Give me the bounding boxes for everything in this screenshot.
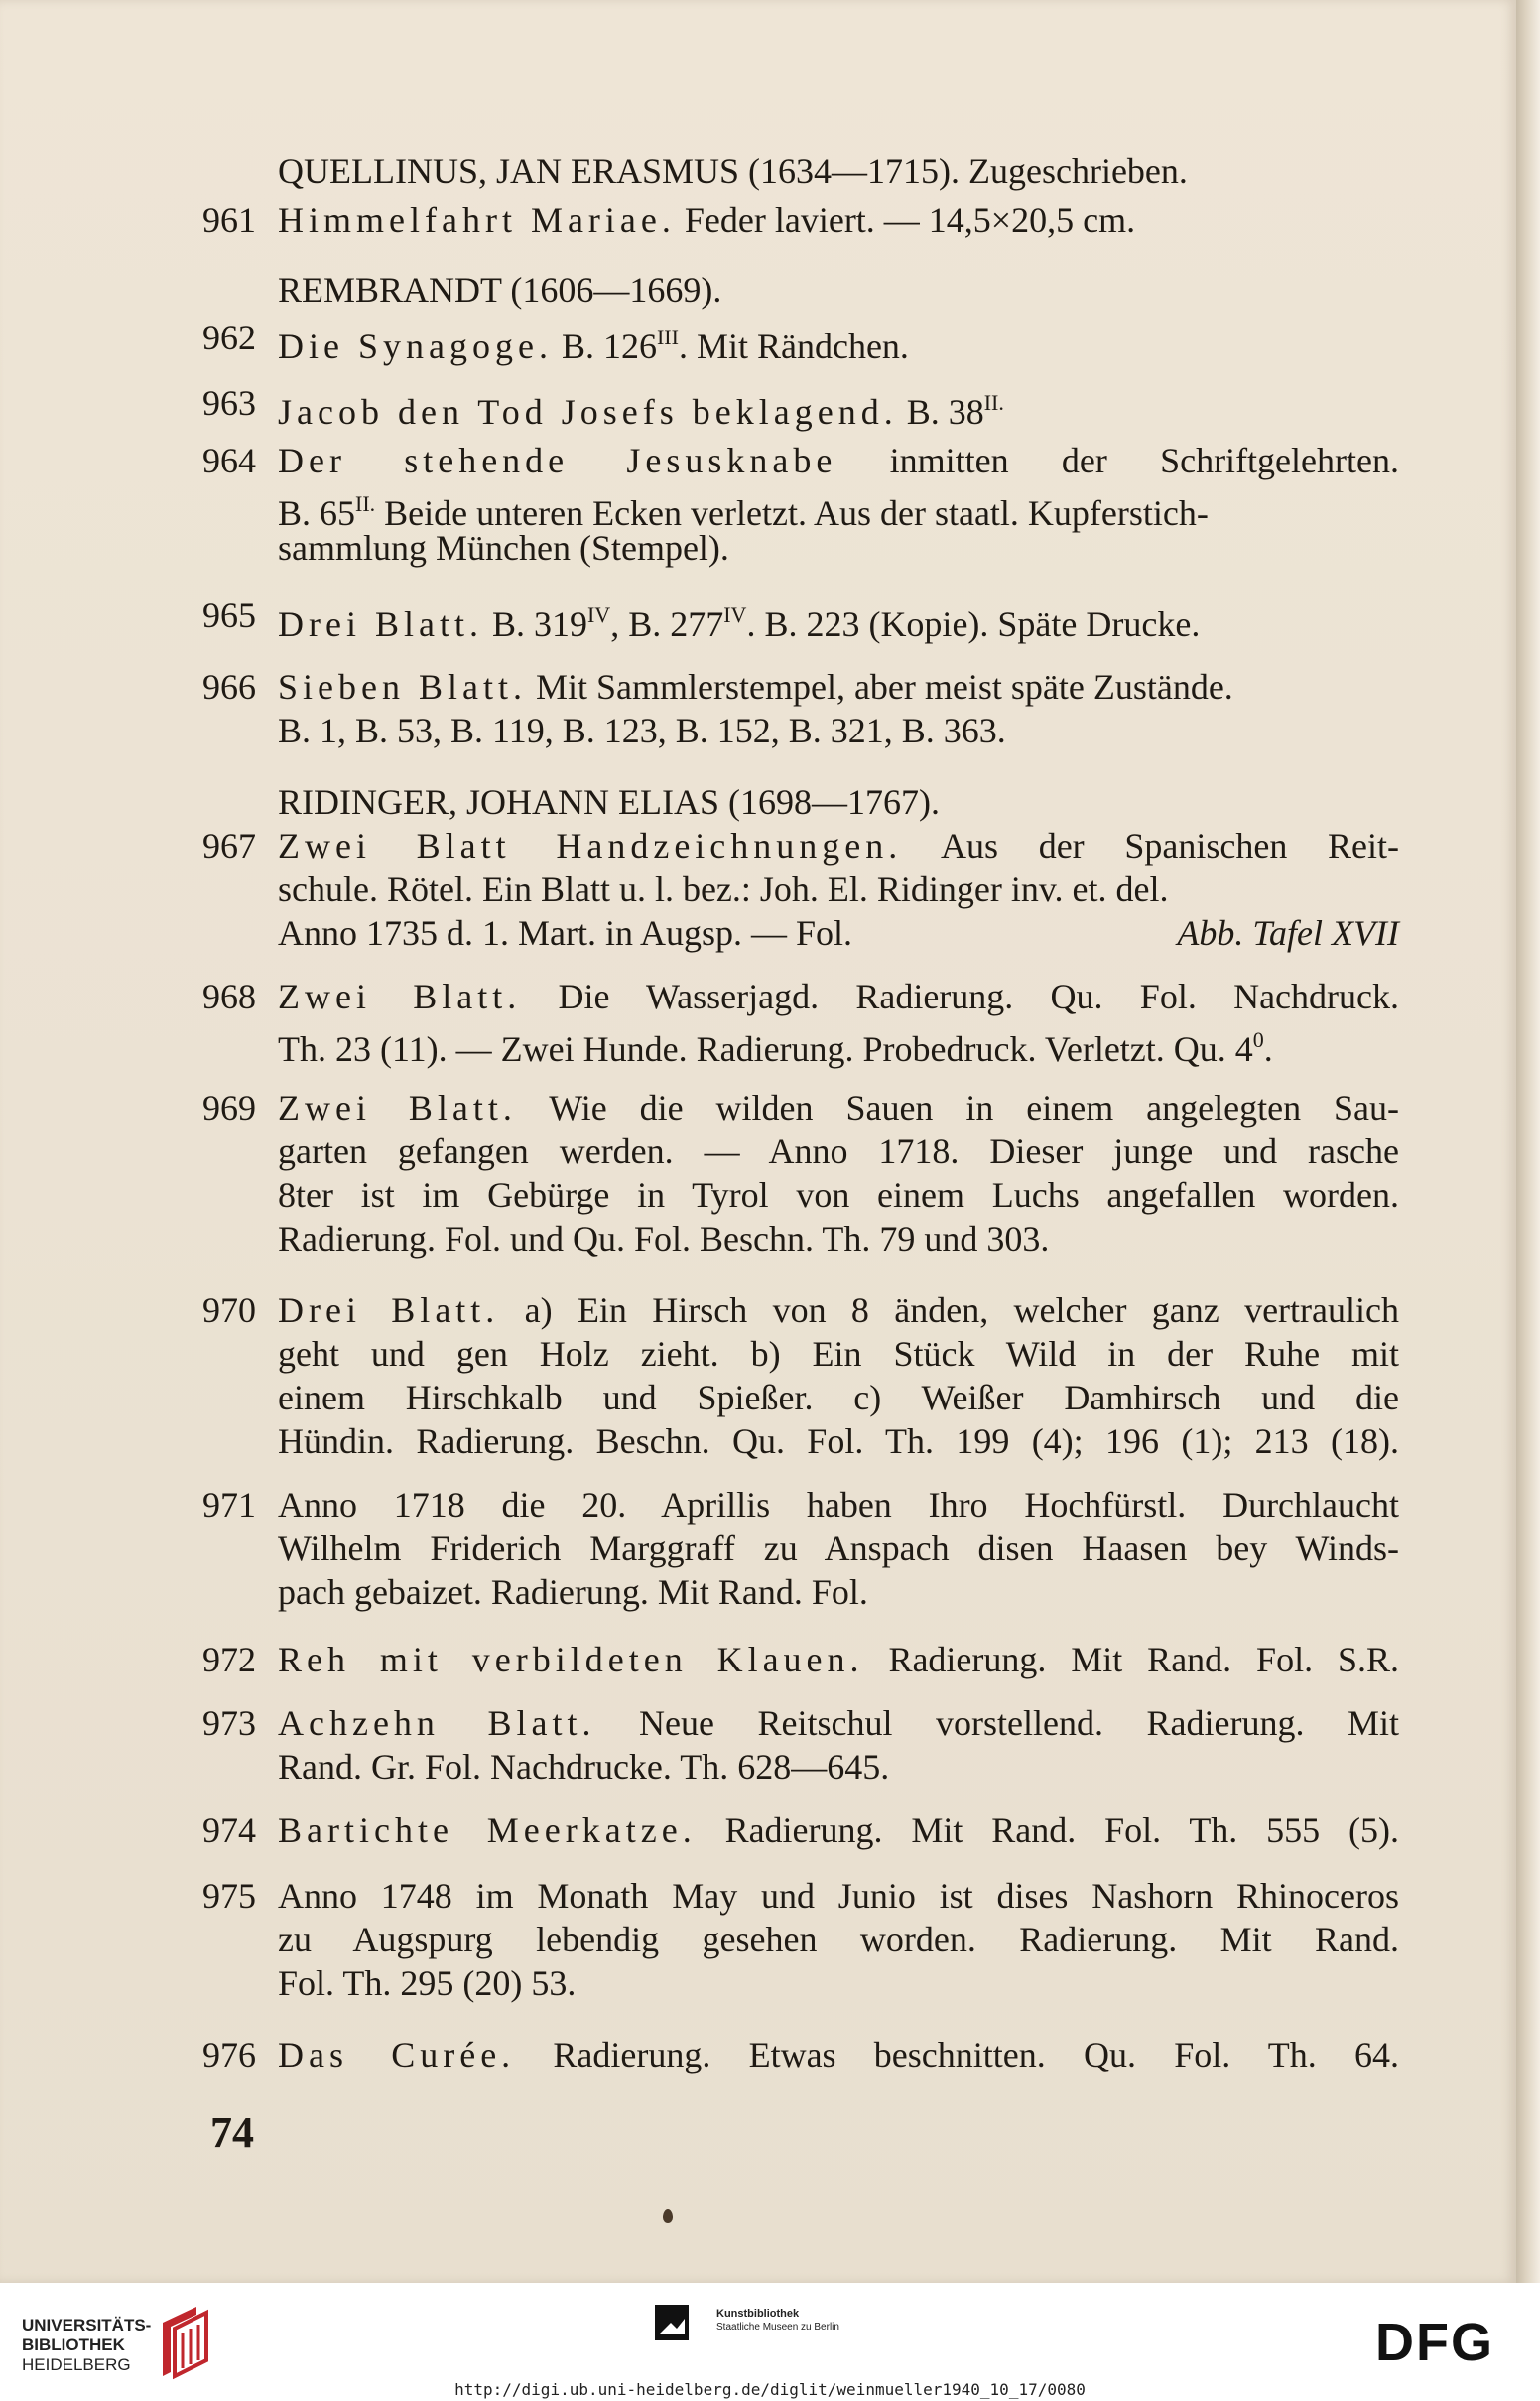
kb-line-2: Staatliche Museen zu Berlin	[716, 2322, 839, 2333]
lot-969-line-4: Radierung. Fol. und Qu. Fol. Beschn. Th. 79 und 303.	[278, 1219, 1050, 1259]
lot-974	[278, 1808, 1399, 1852]
lot-970-line-3: einem Hirschkalb und Spießer. c) Weißer Damhirsch und die	[278, 1378, 1399, 1417]
lot-968-line-1	[278, 975, 1399, 1018]
lot-966-line-1	[278, 665, 1399, 709]
lot-number-967: 967	[202, 826, 256, 866]
lot-965-sup-1: IV	[586, 602, 611, 627]
page-edge	[1516, 0, 1540, 2283]
lot-961-title: Himmelfahrt Mariae.	[278, 200, 676, 240]
lot-965	[278, 594, 1399, 646]
lot-962-text-b: . Mit Rändchen.	[678, 327, 909, 366]
lot-962-title: Die Synagoge.	[278, 327, 553, 366]
lot-973-line-2: Rand. Gr. Fol. Nachdrucke. Th. 628—645.	[278, 1747, 890, 1787]
lot-973-text-1: Neue Reitschul vorstellend. Radierung. Mit	[639, 1703, 1399, 1743]
lot-968-text-2b: .	[1263, 1029, 1273, 1069]
lot-number-961: 961	[202, 200, 256, 240]
lot-965-title: Drei Blatt.	[278, 604, 483, 644]
artist-heading-quellinus: QUELLINUS, JAN ERASMUS (1634—1715). Zugeschrieben.	[278, 151, 1188, 191]
lot-number-962: 962	[202, 318, 256, 357]
lot-969-line-3: 8ter ist im Gebürge in Tyrol von einem Luchs angefallen worden.	[278, 1175, 1399, 1215]
lot-969-line-2: garten gefangen werden. — Anno 1718. Dieser junge und rasche	[278, 1132, 1399, 1171]
lot-962-text-a: B. 126	[561, 327, 657, 366]
lot-965-text-a: B. 319	[491, 604, 587, 644]
lot-967-line-1	[278, 824, 1399, 867]
lot-972-text: Radierung. Mit Rand. Fol. S.R.	[888, 1640, 1399, 1679]
uni-line-2: BIBLIOTHEK	[22, 2335, 125, 2354]
lot-966-text-1: Mit Sammlerstempel, aber meist späte Zustände.	[535, 667, 1233, 707]
lot-973-line-1	[278, 1701, 1399, 1745]
lot-967-plate-ref: Abb. Tafel XVII	[1177, 913, 1399, 953]
kunstbibliothek-logo-icon[interactable]	[655, 2305, 689, 2340]
lot-968-line-2	[278, 1018, 1399, 1071]
lot-number-970: 970	[202, 1290, 256, 1330]
lot-961-text: Feder laviert. — 14,5×20,5 cm.	[684, 200, 1136, 240]
lot-972	[278, 1638, 1399, 1681]
lot-964-title: Der stehende Jesusknabe	[278, 441, 837, 480]
permalink-url[interactable]: http://digi.ub.uni-heidelberg.de/diglit/weinmueller1940_10_17/0080	[454, 2380, 1086, 2399]
lot-number-972: 972	[202, 1640, 256, 1679]
lot-967-title: Zwei Blatt Handzeichnungen.	[278, 826, 903, 866]
artist-heading-ridinger: RIDINGER, JOHANN ELIAS (1698—1767).	[278, 782, 940, 822]
lot-968-title: Zwei Blatt.	[278, 977, 522, 1016]
lot-968-sup: 0	[1252, 1027, 1264, 1052]
lot-974-title: Bartichte Meerkatze.	[278, 1810, 697, 1850]
lot-969-line-1	[278, 1086, 1399, 1130]
lot-967-text-3: Anno 1735 d. 1. Mart. in Augsp. — Fol.	[278, 913, 853, 953]
lot-972-title: Reh mit verbildeten Klauen.	[278, 1640, 864, 1679]
lot-970-line-4: Hündin. Radierung. Beschn. Qu. Fol. Th. 199 (4); 196 (1); 213 (18).	[278, 1421, 1399, 1461]
lot-976-text: Radierung. Etwas beschnitten. Qu. Fol. Th. 64.	[553, 2035, 1400, 2074]
lot-number-963: 963	[202, 383, 256, 423]
lot-number-973: 973	[202, 1703, 256, 1743]
lot-964-text-1: inmitten der Schriftgelehrten.	[889, 441, 1399, 480]
lot-964-text-2a: B. 65	[278, 493, 356, 533]
lot-number-965: 965	[202, 596, 256, 635]
lot-964-line-3: sammlung München (Stempel).	[278, 528, 729, 568]
lot-number-975: 975	[202, 1876, 256, 1916]
lot-965-text-c: . B. 223 (Kopie). Späte Drucke.	[746, 604, 1201, 644]
lot-961	[278, 199, 1399, 242]
lot-971-line-1: Anno 1718 die 20. Aprillis haben Ihro Hochfürstl. Durchlaucht	[278, 1485, 1399, 1525]
lot-963-sup: II.	[983, 390, 1004, 415]
lot-963-title: Jacob den Tod Josefs beklagend.	[278, 392, 898, 432]
artist-heading-rembrandt: REMBRANDT (1606—1669).	[278, 270, 722, 310]
lot-966-line-2: B. 1, B. 53, B. 119, B. 123, B. 152, B. 321, B. 363.	[278, 711, 1006, 750]
lot-966-title: Sieben Blatt.	[278, 667, 527, 707]
lot-970-title: Drei Blatt.	[278, 1290, 500, 1330]
ink-dot	[663, 2209, 673, 2223]
lot-968-text-2: Th. 23 (11). — Zwei Hunde. Radierung. Probedruck. Verletzt. Qu. 4	[278, 1029, 1253, 1069]
lot-967-line-2: schule. Rötel. Ein Blatt u. l. bez.: Joh. El. Ridinger inv. et. del.	[278, 869, 1169, 909]
lot-number-971: 971	[202, 1485, 256, 1525]
lot-971-line-2: Wilhelm Friderich Marggraff zu Anspach disen Haasen bey Winds-	[278, 1529, 1399, 1568]
lot-968-text-1: Die Wasserjagd. Radierung. Qu. Fol. Nachdruck.	[558, 977, 1399, 1016]
lot-970-line-1	[278, 1288, 1399, 1332]
dfg-logo-icon[interactable]	[1375, 2317, 1520, 2366]
lot-970-line-2: geht und gen Holz zieht. b) Ein Stück Wild in der Ruhe mit	[278, 1334, 1399, 1374]
uni-line-1: UNIVERSITÄTS-	[22, 2316, 152, 2334]
lot-969-text-1: Wie die wilden Sauen in einem angelegten Sau-	[549, 1088, 1400, 1128]
page-number: 74	[210, 2108, 254, 2157]
lot-964-line-1	[278, 439, 1399, 482]
lot-975-line-2: zu Augspurg lebendig gesehen worden. Radierung. Mit Rand.	[278, 1920, 1399, 1959]
lot-975-line-1: Anno 1748 im Monath May und Junio ist dises Nashorn Rhinoceros	[278, 1876, 1399, 1916]
lot-967-line-3	[278, 911, 1399, 955]
uni-heidelberg-logo-icon[interactable]	[157, 2303, 212, 2380]
kb-line-1: Kunstbibliothek	[716, 2308, 800, 2320]
lot-967-text-1: Aus der Spanischen Reit-	[940, 826, 1400, 866]
lot-number-968: 968	[202, 977, 256, 1016]
lot-number-964: 964	[202, 441, 256, 480]
lot-number-966: 966	[202, 667, 256, 707]
lot-964-sup: II.	[355, 491, 376, 516]
lot-number-974: 974	[202, 1810, 256, 1850]
lot-973-title: Achzehn Blatt.	[278, 1703, 596, 1743]
lot-965-text-b: , B. 277	[610, 604, 724, 644]
uni-line-3: HEIDELBERG	[22, 2355, 131, 2374]
lot-963-text: B. 38	[906, 392, 984, 432]
lot-976-title: Das Curée.	[278, 2035, 516, 2074]
lot-976	[278, 2033, 1399, 2076]
dfg-text: DFG	[1375, 2317, 1494, 2366]
kunstbibliothek-logo-text[interactable]	[716, 2307, 839, 2334]
lot-974-text: Radierung. Mit Rand. Fol. Th. 555 (5).	[724, 1810, 1399, 1850]
lot-969-title: Zwei Blatt.	[278, 1088, 517, 1128]
lot-970-text-1: a) Ein Hirsch von 8 änden, welcher ganz vertraulich	[524, 1290, 1399, 1330]
lot-964-text-2b: Beide unteren Ecken verletzt. Aus der staatl. Kupferstich-	[375, 493, 1209, 533]
lot-962-sup: III	[656, 325, 679, 349]
lot-962	[278, 316, 1399, 368]
lot-number-976: 976	[202, 2035, 256, 2074]
uni-heidelberg-logo-text[interactable]	[22, 2316, 151, 2375]
lot-975-line-3: Fol. Th. 295 (20) 53.	[278, 1963, 577, 2003]
lot-965-sup-2: IV	[723, 602, 747, 627]
lot-number-969: 969	[202, 1088, 256, 1128]
lot-971-line-3: pach gebaizet. Radierung. Mit Rand. Fol.	[278, 1572, 868, 1612]
lot-963	[278, 381, 1399, 434]
